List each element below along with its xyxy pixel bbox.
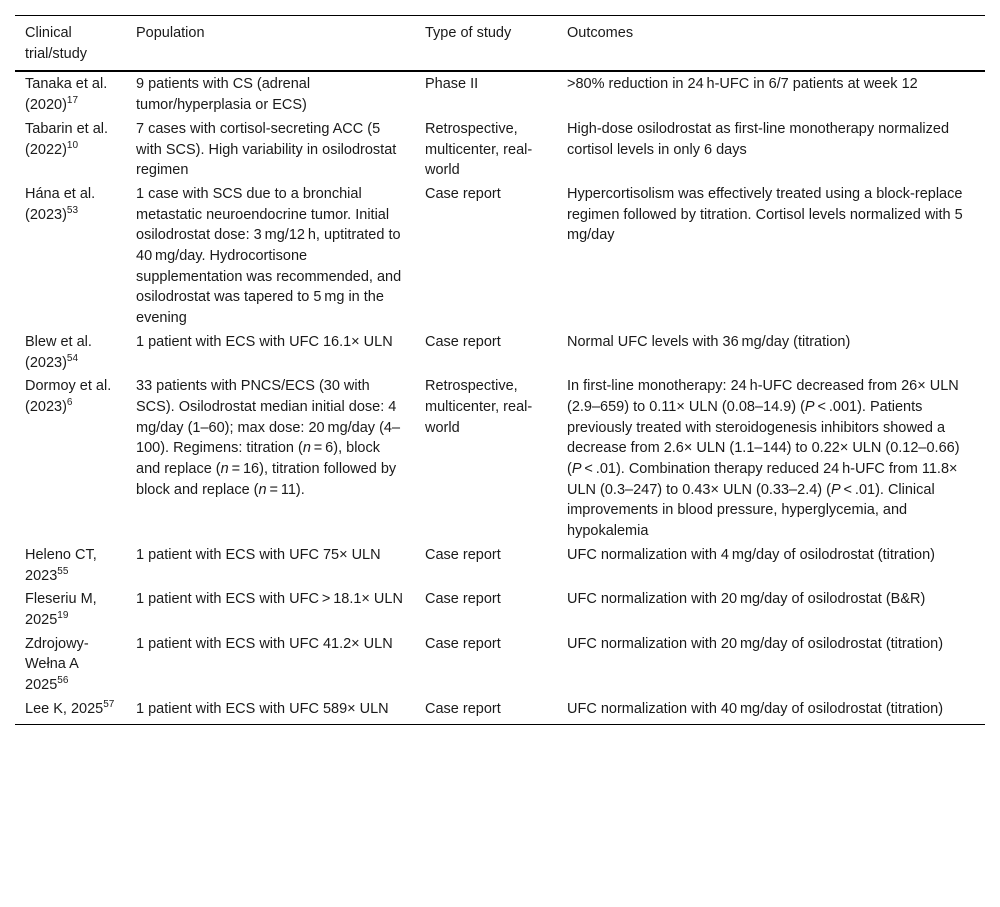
text-run: < .01). Combination therapy reduced 24 h-UFC from 11.8× ULN (0.3–247) to 0.43× ULN (0.33–2.4) (: [567, 461, 958, 498]
cell-population: [126, 117, 415, 182]
table-row: [15, 182, 985, 330]
table-row: [15, 587, 985, 631]
cell-type: Retrospective, multicenter, real-world: [425, 378, 533, 436]
cell-type: Case report: [425, 546, 501, 563]
cell-population: [126, 374, 415, 543]
table-header: [15, 16, 985, 72]
text-run: 1 patient with ECS with UFC > 18.1× ULN: [136, 591, 403, 608]
text-run: Normal UFC levels with 36 mg/day (titration): [567, 333, 851, 350]
text-run: 1 case with SCS due to a bronchial metastatic neuroendocrine tumor. Initial osilodrostat dose: 3 mg/12 h, uptitrated to 40 mg/day. Hydrocortisone supplementation was recommended, and osilodrostat was tapered to 5 mg in the evening: [136, 185, 402, 327]
text-run: UFC normalization with 4 mg/day of osilodrostat (titration): [567, 546, 935, 563]
table-row: [15, 632, 985, 697]
reference-number: 57: [103, 698, 115, 710]
cell-population: [126, 543, 415, 587]
reference-number: 10: [66, 139, 79, 151]
text-run: UFC normalization with 20 mg/day of osilodrostat (B&R): [567, 591, 926, 608]
study-name: Blew et al. (2023): [25, 333, 92, 371]
cell-population: [126, 182, 415, 330]
text-run: >80% reduction in 24 h-UFC in 6/7 patients at week 12: [567, 76, 918, 93]
reference-number: 53: [66, 204, 79, 216]
cell-outcomes: [557, 374, 985, 543]
reference-number: 56: [57, 675, 69, 687]
cell-type: Phase II: [425, 76, 479, 93]
text-run: = 16), titration followed by block and replace (: [136, 461, 397, 498]
cell-type: Case report: [425, 591, 501, 608]
cell-study: [15, 543, 126, 587]
study-name: Zdrojowy-Wełna A 2025: [25, 635, 89, 694]
study-name: Tabarin et al. (2022): [25, 120, 109, 158]
cell-type: Case report: [425, 635, 501, 652]
header-study: Clinical trial/study: [15, 16, 126, 72]
italic-symbol: P: [804, 398, 815, 415]
cell-outcomes: [557, 71, 985, 116]
study-name: Lee K, 2025: [25, 700, 104, 717]
cell-outcomes: [557, 697, 985, 724]
table-row: [15, 117, 985, 182]
table-container: [15, 15, 985, 725]
text-run: 7 cases with cortisol-secreting ACC (5 with SCS). High variability in osilodrostat regimen: [136, 120, 397, 179]
text-run: = 11).: [266, 481, 305, 498]
cell-outcomes: [557, 587, 985, 631]
cell-population: [126, 632, 415, 697]
header-population: Population: [126, 16, 415, 72]
cell-outcomes: [557, 543, 985, 587]
reference-number: 19: [57, 609, 69, 621]
text-run: < .001). Patients previously treated with steroidogenesis inhibitors showed a decrease from 2.6× ULN (1.1–144) to 0.22× ULN (0.12–0.66) (: [567, 398, 960, 478]
text-run: UFC normalization with 40 mg/day of osilodrostat (titration): [567, 700, 944, 717]
cell-population: [126, 587, 415, 631]
text-run: 1 patient with ECS with UFC 589× ULN: [136, 700, 389, 717]
cell-study: [15, 71, 126, 116]
cell-outcomes: [557, 632, 985, 697]
study-name: Heleno CT, 2023: [25, 546, 97, 584]
study-name: Fleseriu M, 2025: [25, 591, 97, 628]
cell-study: [15, 697, 126, 724]
text-run: 9 patients with CS (adrenal tumor/hyperplasia or ECS): [136, 76, 311, 114]
text-run: 33 patients with PNCS/ECS (30 with SCS). Osilodrostat median initial dose: 4 mg/day (1–60); max dose: 20 mg/day (4–100). Regimens: titration (: [136, 378, 401, 457]
cell-population: [126, 71, 415, 116]
header-outcomes: Outcomes: [557, 16, 985, 72]
cell-outcomes: [557, 182, 985, 330]
text-run: UFC normalization with 20 mg/day of osilodrostat (titration): [567, 635, 944, 652]
italic-symbol: P: [571, 461, 582, 478]
cell-study: [15, 632, 126, 697]
italic-symbol: P: [830, 481, 841, 498]
table-body: [15, 71, 985, 724]
table-row: [15, 330, 985, 374]
cell-type: Retrospective, multicenter, real-world: [425, 120, 533, 179]
table-row: [15, 543, 985, 587]
text-run: 1 patient with ECS with UFC 75× ULN: [136, 546, 381, 563]
cell-population: [126, 697, 415, 724]
reference-number: 55: [57, 565, 69, 577]
cell-study: [15, 117, 126, 182]
studies-table: [15, 15, 985, 725]
italic-symbol: n: [258, 481, 267, 498]
text-run: 1 patient with ECS with UFC 16.1× ULN: [136, 333, 393, 350]
italic-symbol: n: [220, 461, 229, 478]
cell-outcomes: [557, 117, 985, 182]
header-row: [15, 16, 985, 72]
cell-type: Case report: [425, 333, 501, 350]
text-run: In first-line monotherapy: 24 h-UFC decreased from 26× ULN (2.9–659) to 0.11× ULN (0.08–14.9) (: [567, 378, 959, 415]
reference-number: 17: [66, 95, 79, 107]
reference-number: 54: [66, 352, 79, 364]
table-row: [15, 71, 985, 116]
cell-study: [15, 182, 126, 330]
reference-number: 6: [66, 396, 73, 408]
text-run: High-dose osilodrostat as first-line monotherapy normalized cortisol levels in only 6 days: [567, 120, 950, 158]
cell-study: [15, 374, 126, 543]
text-run: 1 patient with ECS with UFC 41.2× ULN: [136, 635, 393, 652]
cell-type: Case report: [425, 185, 501, 202]
text-run: < .01). Clinical improvements in blood pressure, hyperglycemia, and hypokalemia: [567, 481, 935, 540]
cell-population: [126, 330, 415, 374]
study-name: Tanaka et al. (2020): [25, 76, 108, 114]
cell-type: Case report: [415, 697, 557, 724]
cell-study: [15, 330, 126, 374]
study-name: Dormoy et al. (2023): [25, 378, 112, 415]
header-type: Type of study: [415, 16, 557, 72]
study-name: Hána et al. (2023): [25, 185, 96, 223]
text-run: Hypercortisolism was effectively treated using a block-replace regimen followed by titration. Cortisol levels normalized with 5 mg/day: [567, 185, 966, 244]
table-row: [15, 697, 985, 724]
cell-study: [15, 587, 126, 631]
cell-outcomes: [557, 330, 985, 374]
table-row: [15, 374, 985, 543]
italic-symbol: n: [302, 440, 311, 457]
text-run: = 6), block and replace (: [136, 440, 380, 478]
